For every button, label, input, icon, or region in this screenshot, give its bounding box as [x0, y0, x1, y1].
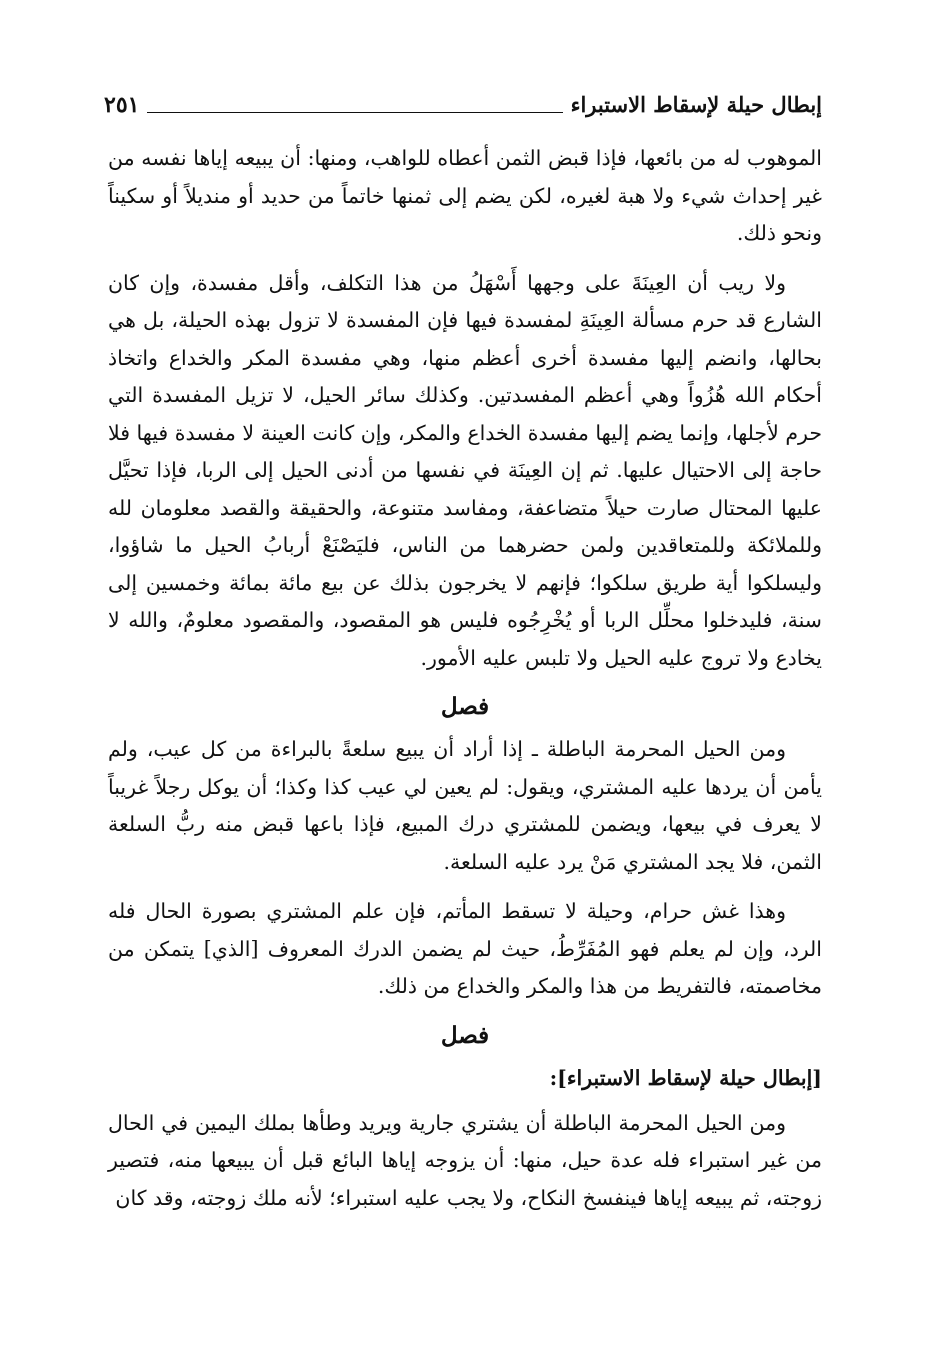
page-body — [108, 140, 822, 1217]
page-header — [104, 82, 822, 122]
section-heading-fasl-1: فصل — [440, 693, 490, 720]
paragraph-continuation: الموهوب له من بائعها، فإذا قبض الثمن أعطاه للواهب، ومنها: أن يبيعه إياها نفسه من غير إحداث شيء ولا هبة لغيره، لكن يضم إلى ثمنها خاتماً من حديد أو منديلاً أو سكيناً ونحو ذلك. — [108, 146, 822, 245]
subheading-istibra: [إبطال حيلة لإسقاط الاستبراء]: — [549, 1065, 822, 1090]
paragraph-istibra-trick: ومن الحيل المحرمة الباطلة أن يشتري جارية ويريد وطأها بملك اليمين في الحال من غير استبراء فله عدة حيل، منها: أن يزوجه إياها البائع قبل أن يبيعها منه، فتصير زوجته، ثم يبيعه إياها فينفسخ النكاح، ولا يجب عليه استبراء؛ لأنه ملك زوجته، وقد كان — [108, 1110, 822, 1210]
paragraph-defect-sale-trick: ومن الحيل المحرمة الباطلة ـ إذا أراد أن يبيع سلعةً بالبراءة من كل عيب، ولم يأمن أن يردها عليه المشتري، ويقول: لم يعين لي عيب كذا وكذا؛ أن يوكل رجلاً غريباً لا يعرف في بيعها، ويضمن للمشتري درك المبيع، فإذا باعها قبض منه ربُّ السلعة الثمن، فلا يجد المشتري مَنْ يرد عليه السلعة. — [108, 737, 822, 874]
paragraph-inah-discussion: ولا ريب أن العِينَةَ على وجهها أَسْهَلُ من هذا التكلف، وأقل مفسدة، وإن كان الشارع قد حرم مسألة العِينَةِ لمفسدة فيها فإن المفسدة لا تزول بهذه الحيلة، بل هي بحالها، وانضم إليها مفسدة أخرى أعظم منها، وهي مفسدة المكر والخداع واتخاذ أحكام الله هُزُواً وهي أعظم المفسدتين. وكذلك سائر الحيل، لا تزيل المفسدة التي حرم لأجلها، وإنما يضم إليها مفسدة الخداع والمكر، وإن كانت العينة لا مفسدة فيها فلا حاجة إلى الاحتيال عليها. ثم إن العِينَة في نفسها من أدنى الحيل إلى الربا، فإذا تحيَّل عليها المحتال صارت حيلاً متضاعفة، ومفاسد متنوعة، والحقيقة والقصد معلومان لله وللملائكة وللمتعاقدين ولمن حضرهما من الناس، فليَصْنَعْ أربابُ الحيل ما شاؤوا، وليسلكوا أية طريق سلكوا؛ فإنهم لا يخرجون بذلك عن بيع مائة بمائة وخمسين إلى سنة، فليدخلوا محلِّل الربا أو يُخْرِجُوه فليس هو المقصود، والمقصود معلومٌ، والله لا يخادع ولا تروج عليه الحيل ولا تلبس عليه الأمور. — [108, 270, 822, 670]
running-title: إبطال حيلة لإسقاط الاستبراء — [570, 92, 822, 117]
section-heading-fasl-2: فصل — [440, 1021, 490, 1049]
paragraph-gap — [108, 881, 822, 893]
paragraph-fraud-ruling: وهذا غش حرام، وحيلة لا تسقط المأتم، فإن علم المشتري بصورة الحال فله الرد، وإن لم يعلم فهو المُفَرِّطُ، حيث لم يضمن الدرك المعروف [الذي] يتمكن من مخاصمته، فالتفريط من هذا والمكر والخداع من ذلك. — [108, 899, 822, 998]
header-rule — [147, 112, 562, 113]
page-number: ٢٥١ — [104, 92, 140, 118]
paragraph-gap — [108, 253, 822, 265]
